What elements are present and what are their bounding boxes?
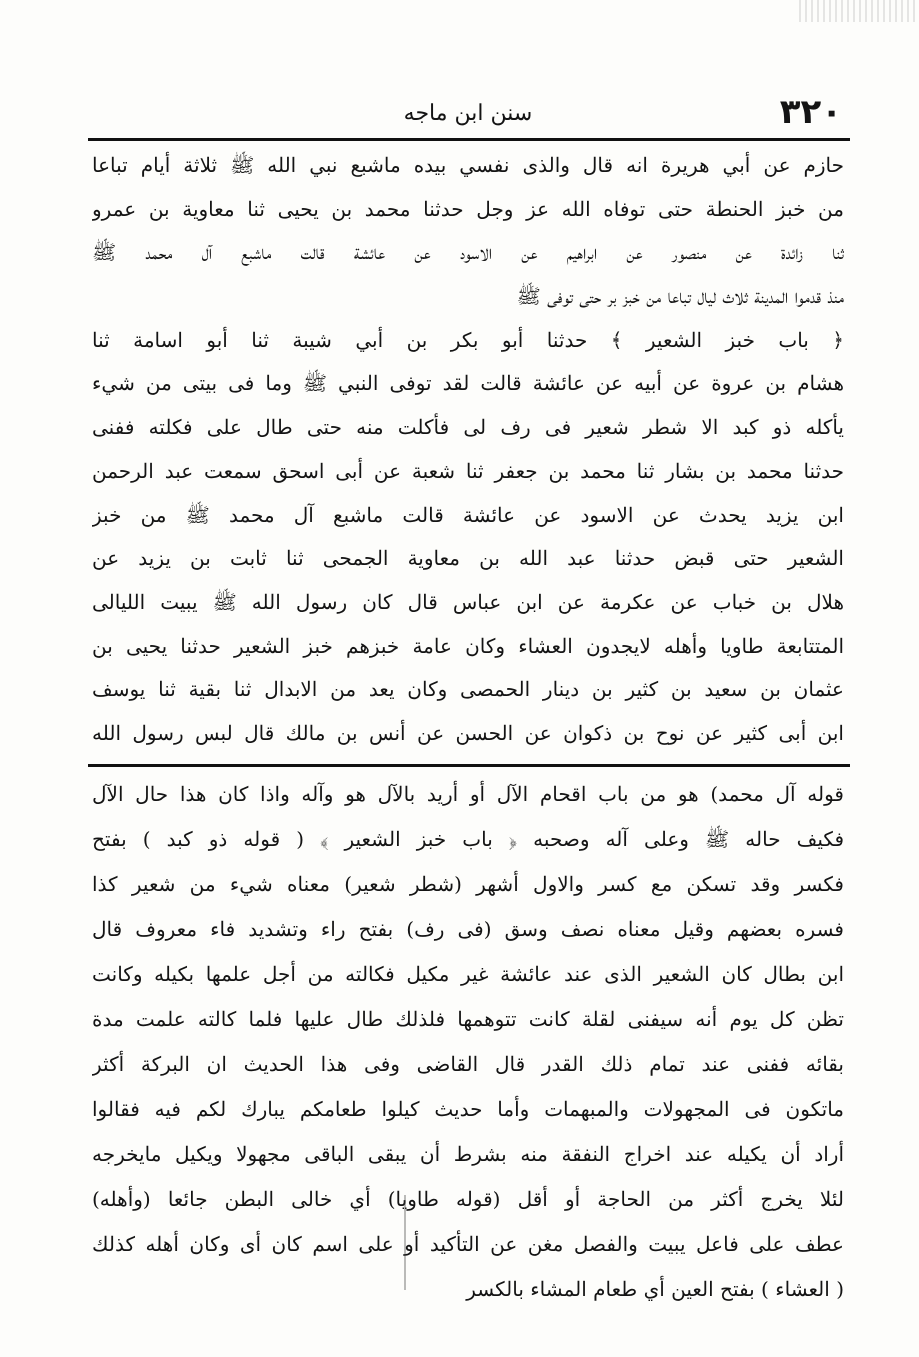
hadith-text — [92, 144, 844, 756]
text-line: حازم عن أبي هريرة انه قال والذى نفسي بيده ماشبع نبي الله ﷺ ثلاثة أيام تباعا — [92, 153, 844, 177]
text-line: منذ قدموا المدينة ثلاث ليال تباعا من خبز بر حتى توفى ﷺ — [516, 284, 844, 309]
note-line: عطف على فاعل يبيت والفصل مغن عن التأكيد أو على اسم كان أى وكان أهله كذلك — [92, 1232, 844, 1256]
text-line: من خبز الحنطة حتى توفاه الله عز وجل حدثنا محمد بن يحيى ثنا معاوية بن عمرو — [92, 196, 844, 221]
footnote-rule — [88, 764, 850, 767]
page-header — [88, 92, 848, 136]
text-line: ثنا زائدة عن منصور عن ابراهيم عن الاسود عن عائشة قالت ماشبع آل محمد ﷺ — [92, 240, 844, 265]
note-line: ( العشاء ) بفتح العين أي طعام المشاء بالكسر — [466, 1277, 844, 1301]
scan-speckle — [799, 0, 919, 22]
text-line: المتتابعة طاويا وأهله لايجدون العشاء وكان عامة خبزهم خبز الشعير حدثنا يحيى بن — [92, 633, 844, 658]
note-line: قوله آل محمد) هو من باب اقحام الآل أو أريد بالآل هو وآله واذا كان هذا حال الآل — [92, 782, 844, 806]
text-line: حدثنا محمد بن بشار ثنا محمد بن جعفر ثنا شعبة عن أبى اسحق سمعت عبد الرحمن — [92, 458, 844, 483]
note-line: فكيف حاله ﷺ وعلى آله وصحبه ﴿ باب خبز الشعير ﴾ ( قوله ذو كبد ) بفتح — [92, 827, 844, 851]
note-line: لئلا يخرج أكثر من الحاجة أو أقل (قوله طاويا) أي خالى البطن جائعا (وأهله) — [92, 1187, 844, 1211]
text-line: هشام بن عروة عن أبيه عن عائشة قالت لقد توفى النبي ﷺ وما فى بيتى من شيء — [92, 371, 844, 396]
note-line: ابن بطال كان الشعير الذى عند عائشة غير مكيل فكالته من أجل علمها بكيله وكانت — [92, 962, 844, 986]
text-line: هلال بن خباب عن عكرمة عن ابن عباس قال كان رسول الله ﷺ يبيت الليالى — [92, 589, 844, 614]
text-line: ابن يزيد يحدث عن الاسود عن عائشة قالت ماشبع آل محمد ﷺ من خبز — [92, 502, 844, 527]
note-line: بقائه ففنى عند تمام ذلك القدر قال القاضى وفى هذا الحديث ان البركة أكثر — [92, 1052, 844, 1076]
note-line: فكسر وقد تسكن مع كسر والاول أشهر (شطر شعير) معناه شيء من شعير كذا — [92, 872, 844, 896]
header-rule — [88, 138, 850, 141]
scan-artifact — [404, 1195, 406, 1290]
page-number: ٣٢٠ — [779, 92, 842, 132]
note-line: فسره بعضهم وقيل معناه نصف وسق (فى رف) بفتح راء وتشديد فاء معروف قال — [92, 917, 844, 941]
text-line: عثمان بن سعيد بن كثير بن دينار الحمصى وكان يعد من الابدال ثنا بقية ثنا يوسف — [92, 677, 844, 702]
chapter-heading-line: ﴿ باب خبز الشعير ﴾ حدثنا أبو بكر بن أبي شيبة ثنا أبو اسامة ثنا — [92, 327, 844, 352]
note-line: ماتكون فى المجهولات والمبهمات وأما حديث كيلوا طعامكم يبارك لكم فيه فقالوا — [92, 1097, 844, 1121]
text-line: الشعير حتى قبض حدثنا عبد الله بن معاوية الجمحى ثنا ثابت بن يزيد عن — [92, 546, 844, 571]
text-line: ابن أبى كثير عن نوح بن ذكوان عن الحسن عن أنس بن مالك قال لبس رسول الله — [92, 720, 844, 745]
commentary-text — [92, 772, 844, 1312]
text-line: يأكله ذو كبد الا شطر شعير فى رف لى فأكلت منه حتى طال على فكلته ففنى — [92, 415, 844, 440]
book-title: سنن ابن ماجه — [403, 101, 533, 126]
note-line: أراد أن يكيله عند اخراج النفقة منه بشرط أن يبقى الباقى مجهولا ويكيل مايخرجه — [92, 1142, 844, 1166]
note-line: تظن كل يوم أنه سيفنى لقلة كانت تتوهمها فلذلك طال عليها فلما كالته علمت مدة — [92, 1007, 844, 1031]
